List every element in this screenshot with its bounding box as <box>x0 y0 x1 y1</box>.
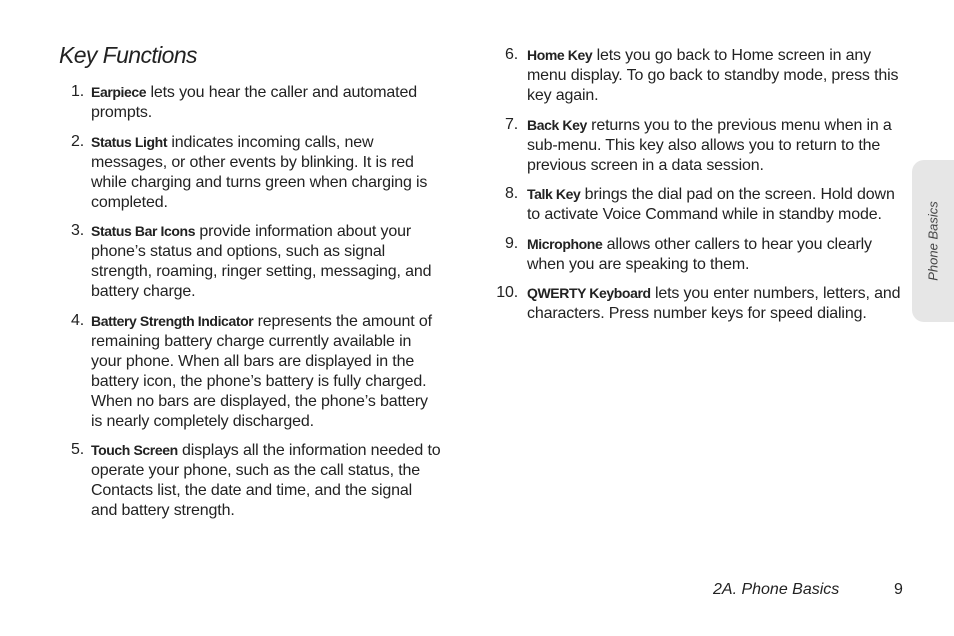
item-number: 6. <box>504 46 518 63</box>
item-number: 8. <box>504 185 518 202</box>
item-term: Earpiece <box>91 84 147 100</box>
footer-section-title: 2A. Phone Basics <box>713 581 840 598</box>
item-description: indicates incoming calls, new messages, or other events by blinking. It is red while charging and turns green when charging is completed. <box>91 133 428 211</box>
item-description: lets you go back to Home screen in any menu display. To go back to standby mode, press this key again. <box>527 47 899 104</box>
item-number: 9. <box>504 234 518 252</box>
item-term: QWERTY Keyboard <box>527 285 651 301</box>
item-term: Status Bar Icons <box>91 223 196 239</box>
key-functions-list-left <box>62 82 442 521</box>
list-item <box>62 221 442 302</box>
item-description: provide information about your phone’s status and options, such as signal strength, roaming, ringer setting, messaging, and battery charge. <box>91 223 432 300</box>
list-item <box>62 82 442 123</box>
key-functions-list-right <box>496 45 906 324</box>
list-item <box>62 311 442 432</box>
side-tab-label: Phone Basics <box>925 201 941 281</box>
footer-page-number: 9 <box>894 581 903 598</box>
list-item <box>62 132 442 213</box>
item-term: Back Key <box>527 116 587 133</box>
item-number: 1. <box>70 83 84 100</box>
item-description: lets you hear the caller and automated prompts. <box>91 84 417 121</box>
list-item <box>496 234 906 275</box>
item-term: Battery Strength Indicator <box>91 312 254 329</box>
item-description: displays all the information needed to operate your phone, such as the call status, the Contacts list, the date and time, and the signal and battery strength. <box>91 442 441 519</box>
list-item <box>62 440 442 521</box>
list-item <box>496 184 906 225</box>
item-description: lets you enter numbers, letters, and characters. Press number keys for speed dialing. <box>527 285 901 322</box>
item-term: Microphone <box>527 235 603 252</box>
item-term: Home Key <box>527 47 593 63</box>
item-number: 10. <box>496 284 518 301</box>
right-column <box>496 45 906 324</box>
item-description: returns you to the previous menu when in a sub-menu. This key also allows you to return to the previous screen in a data session. <box>527 116 892 174</box>
item-number: 3. <box>70 222 84 239</box>
section-side-tab <box>912 160 954 322</box>
item-term: Touch Screen <box>91 442 178 458</box>
item-number: 2. <box>70 132 84 150</box>
item-number: 7. <box>504 115 518 133</box>
item-number: 4. <box>70 311 84 329</box>
left-column <box>62 82 442 521</box>
item-description: represents the amount of remaining battery charge currently available in your phone. When all bars are displayed in the battery icon, the phone’s battery is fully charged. When no bars are displayed, the phone’s battery is nearly completely discharged. <box>91 312 432 430</box>
list-item <box>496 283 906 324</box>
item-term: Status Light <box>91 133 168 150</box>
page-heading: Key Functions <box>59 42 197 68</box>
list-item <box>496 115 906 176</box>
list-item <box>496 45 906 106</box>
item-term: Talk Key <box>527 186 581 202</box>
item-description: allows other callers to hear you clearly when you are speaking to them. <box>527 235 872 273</box>
item-number: 5. <box>70 441 84 458</box>
item-description: brings the dial pad on the screen. Hold down to activate Voice Command while in standby mode. <box>527 186 895 223</box>
